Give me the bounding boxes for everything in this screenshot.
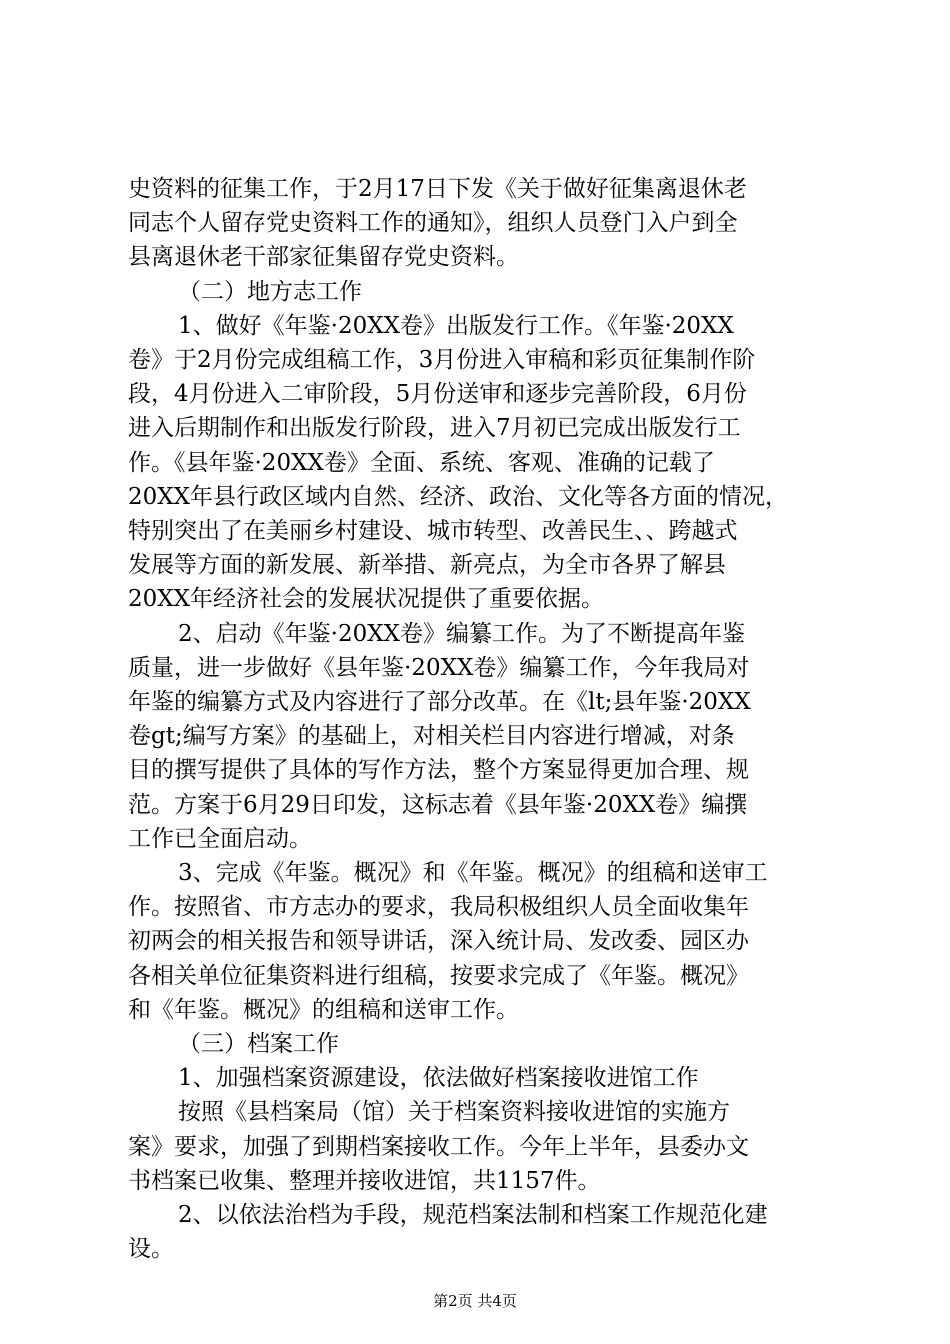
body-text-line: 案》要求，加强了到期档案接收工作。今年上半年，县委办文 <box>128 1133 749 1160</box>
body-text-line: 段，4月份进入二审阶段，5月份送审和逐步完善阶段，6月份 <box>128 381 747 408</box>
body-text-line: 作。《县年鉴·20XX卷》全面、系统、客观、准确的记载了 <box>128 449 715 476</box>
body-text-line: 卷gt;编写方案》的基础上，对相关栏目内容进行增减，对条 <box>128 723 735 750</box>
body-text-line: 工作已全面启动。 <box>128 825 312 852</box>
body-text-line: 20XX年县行政区域内自然、经济、政治、文化等各方面的情况， <box>128 483 789 510</box>
body-text-line: 同志个人留存党史资料工作的通知》，组织人员登门入户到全 <box>128 210 738 237</box>
body-text-line: 进入后期制作和出版发行阶段，进入7月初已完成出版发行工 <box>128 415 741 442</box>
body-text-line: 作。按照省、市方志办的要求，我局积极组织人员全面收集年 <box>128 894 749 921</box>
body-text-line: 3、完成《年鉴。概况》和《年鉴。概况》的组稿和送审工 <box>178 860 768 886</box>
body-text-line: 发展等方面的新发展、新举措、新亮点，为全市各界了解县 <box>128 552 726 579</box>
body-text-line: 各相关单位征集资料进行组稿，按要求完成了《年鉴。概况》 <box>128 962 749 989</box>
body-text-line: 特别突出了在美丽乡村建设、城市转型、改善民生、、跨越式 <box>128 518 738 544</box>
body-text-line: 书档案已收集、整理并接收进馆，共1157件。 <box>128 1167 601 1194</box>
subsection-heading: 2、以依法治档为手段，规范档案法制和档案工作规范化建 <box>178 1202 768 1228</box>
section-heading: （三）档案工作 <box>178 1031 339 1057</box>
section-heading: （二）地方志工作 <box>178 278 362 305</box>
body-text-line: 卷》于2月份完成组稿工作，3月份进入审稿和彩页征集制作阶 <box>128 347 756 373</box>
body-text-line: 按照《县档案局（馆）关于档案资料接收进馆的实施方 <box>178 1099 730 1126</box>
body-text-line: 范。方案于6月29日印发，这标志着《县年鉴·20XX卷》编撰 <box>128 791 748 818</box>
body-text-line: 史资料的征集工作，于2月17日下发《关于做好征集离退休老 <box>128 176 747 202</box>
body-text-line: 1、做好《年鉴·20XX卷》出版发行工作。《年鉴·20XX <box>178 312 734 339</box>
body-text-line: 质量，进一步做好《县年鉴·20XX卷》编纂工作，今年我局对 <box>128 654 750 681</box>
subsection-heading: 1、加强档案资源建设，依法做好档案接收进馆工作 <box>178 1065 699 1092</box>
body-text-line: 目的撰写提供了具体的写作方法，整个方案显得更加合理、规 <box>128 757 749 784</box>
body-text-line: 初两会的相关报告和领导讲话，深入统计局、发改委、园区办 <box>128 928 749 955</box>
body-text-line: 年鉴的编纂方式及内容进行了部分改革。在《lt;县年鉴·20XX <box>128 689 751 715</box>
body-text-line: 20XX年经济社会的发展状况提供了重要依据。 <box>128 586 605 613</box>
body-text-line: 2、启动《年鉴·20XX卷》编纂工作。为了不断提高年鉴 <box>178 620 745 647</box>
body-text-line: 设。 <box>128 1236 174 1263</box>
body-text-line: 和《年鉴。概况》的组稿和送审工作。 <box>128 996 519 1023</box>
page-number-footer: 第2页 共4页 <box>433 1292 517 1310</box>
body-text-line: 县离退休老干部家征集留存党史资料。 <box>128 244 519 271</box>
